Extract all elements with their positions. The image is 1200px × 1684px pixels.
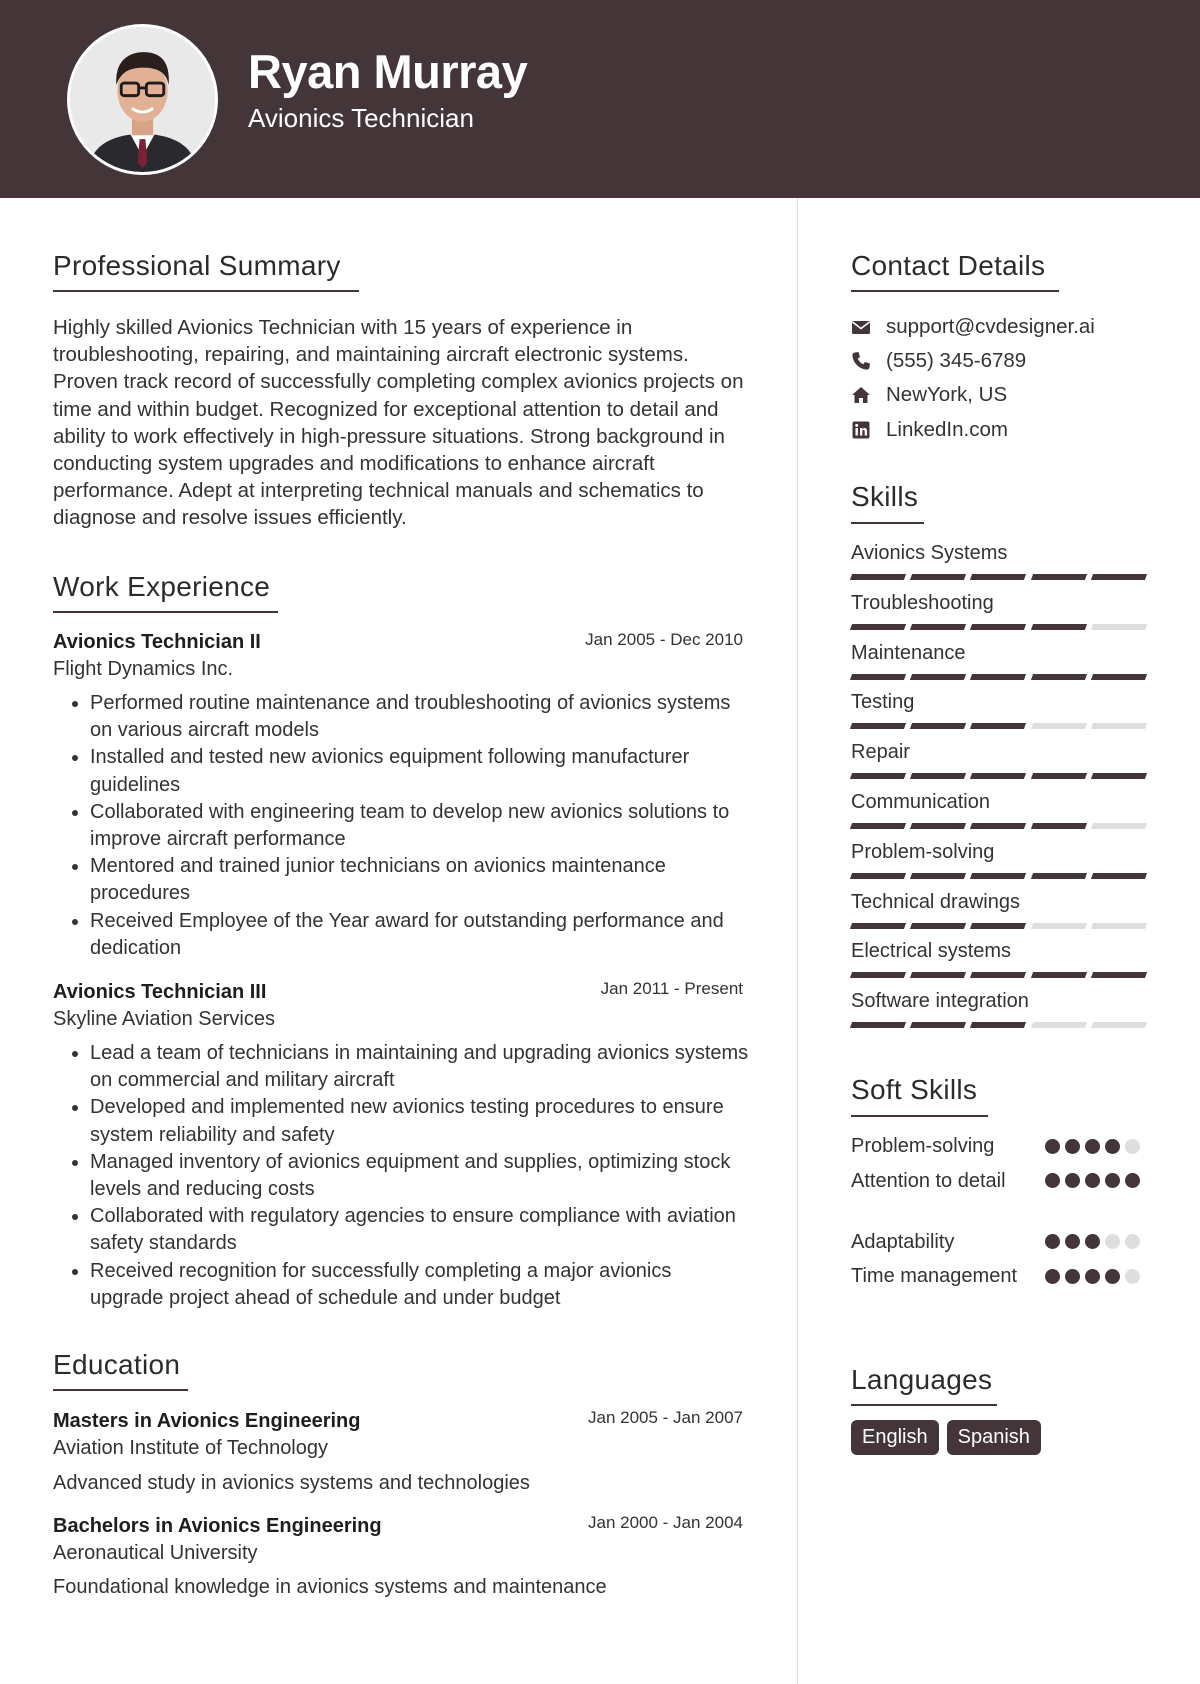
skill-level-segment (970, 574, 1026, 580)
skill-level-segment (1091, 1022, 1147, 1028)
job-title: Avionics Technician II (53, 631, 261, 653)
rating-dot (1045, 1139, 1060, 1154)
skill-name: Problem-solving (851, 841, 995, 863)
skill-level-segment (970, 823, 1026, 829)
rating-dot (1085, 1139, 1100, 1154)
job-title: Avionics Technician III (53, 981, 267, 1003)
rating-dot (1105, 1269, 1120, 1284)
skill-level-segment (850, 574, 906, 580)
skill-level-segment (1031, 624, 1087, 630)
candidate-name: Ryan Murray (248, 45, 528, 98)
job-bullet: • Performed routine maintenance and troubleshooting of avionics systems on various aircraft models (90, 690, 750, 744)
edu-degree: Masters in Avionics Engineering (53, 1410, 361, 1432)
skill-name: Technical drawings (851, 891, 1020, 913)
skill-level-segment (910, 923, 966, 929)
skill-level-segment (1091, 624, 1147, 630)
edu-description: Advanced study in avionics systems and technologies (53, 1472, 530, 1494)
job-dates: Jan 2005 - Dec 2010 (585, 630, 743, 649)
job-bullets (90, 1040, 750, 1312)
skill-level-segment (850, 773, 906, 779)
languages-heading-rule (851, 1404, 997, 1406)
home-icon (850, 384, 872, 406)
summary-text: Highly skilled Avionics Technician with 15 years of experience in troubleshooting, repairing, and maintaining aircraft electronic systems. Proven track record of successfully completing complex avionics projects on time and within budget. Recognized for exceptional attention to detail and ability to work effectively in high-pressure situations. Strong background in conducting system upgrades and modifications to enhance aircraft performance. Adept at interpreting technical manuals and schematics to diagnose and resolve issues efficiently. (53, 316, 744, 530)
job-dates: Jan 2011 - Present (600, 979, 743, 998)
rating-dot (1065, 1234, 1080, 1249)
skill-name: Repair (851, 741, 910, 763)
skill-level-bar (851, 873, 1146, 879)
edu-description: Foundational knowledge in avionics systems and maintenance (53, 1576, 607, 1598)
linkedin-icon (850, 419, 872, 441)
contact-heading-rule (851, 290, 1059, 292)
contact-location (850, 382, 1007, 408)
experience-heading: Work Experience (53, 571, 271, 602)
rating-dot (1065, 1173, 1080, 1188)
contact-linkedin-text: LinkedIn.com (886, 418, 1008, 441)
contact-location-text: NewYork, US (886, 383, 1008, 406)
experience-heading-rule (53, 611, 278, 613)
profile-photo (67, 24, 218, 175)
language-chip: Spanish (947, 1420, 1041, 1455)
skill-level-segment (1031, 574, 1087, 580)
skill-level-segment (910, 723, 966, 729)
edu-dates: Jan 2005 - Jan 2007 (587, 1408, 743, 1427)
skill-level-segment (970, 972, 1026, 978)
soft-skill-name: Adaptability (851, 1231, 955, 1253)
skill-name: Communication (851, 791, 990, 813)
soft-skills-heading: Soft Skills (851, 1074, 978, 1105)
job-bullet: • Received recognition for successfully completing a major avionics upgrade project ahead of schedule and under budget (90, 1258, 750, 1312)
soft-skill-name: Time management (851, 1265, 1017, 1287)
skill-level-segment (910, 624, 966, 630)
skill-name: Software integration (851, 990, 1029, 1012)
header-banner (0, 0, 1200, 198)
job-bullet: • Collaborated with engineering team to develop new avionics solutions to improve aircraft performance (90, 799, 750, 853)
rating-dot (1105, 1173, 1120, 1188)
skill-level-segment (850, 624, 906, 630)
rating-dot (1125, 1269, 1140, 1284)
skill-level-segment (1031, 923, 1087, 929)
skill-name: Electrical systems (851, 940, 1012, 962)
skill-name: Troubleshooting (851, 592, 994, 614)
contact-email[interactable] (850, 314, 1095, 340)
skill-name: Maintenance (851, 642, 966, 664)
job-bullet: • Developed and implemented new avionics testing procedures to ensure system reliability and safety (90, 1094, 750, 1148)
contact-phone-text: (555) 345-6789 (886, 349, 1027, 372)
skills-heading-rule (851, 522, 924, 524)
skill-level-segment (970, 723, 1026, 729)
job-company: Flight Dynamics Inc. (53, 658, 234, 680)
language-chip: English (851, 1420, 939, 1455)
rating-dot (1065, 1139, 1080, 1154)
skill-level-bar (851, 773, 1146, 779)
skill-level-segment (970, 624, 1026, 630)
rating-dot (1085, 1234, 1100, 1249)
skill-level-segment (1091, 723, 1147, 729)
soft-skill-rating (1045, 1234, 1140, 1249)
candidate-role: Avionics Technician (248, 103, 474, 133)
contact-linkedin[interactable] (850, 417, 1008, 443)
job-bullets (90, 690, 750, 962)
skill-level-segment (850, 823, 906, 829)
soft-skills-heading-rule (851, 1115, 988, 1117)
soft-skill-name: Attention to detail (851, 1170, 1006, 1192)
rating-dot (1125, 1139, 1140, 1154)
contact-heading: Contact Details (851, 250, 1046, 281)
skill-level-segment (850, 873, 906, 879)
job-bullet: • Collaborated with regulatory agencies to ensure compliance with aviation safety standards (90, 1203, 750, 1257)
education-heading-rule (53, 1389, 188, 1391)
skill-level-segment (1031, 972, 1087, 978)
skill-level-segment (1031, 823, 1087, 829)
skill-level-segment (1091, 773, 1147, 779)
rating-dot (1105, 1139, 1120, 1154)
column-divider (797, 198, 798, 1684)
skill-level-bar (851, 923, 1146, 929)
skill-level-segment (1031, 723, 1087, 729)
skill-level-segment (910, 1022, 966, 1028)
skill-level-segment (1091, 823, 1147, 829)
skill-level-bar (851, 1022, 1146, 1028)
skill-level-segment (1091, 873, 1147, 879)
skill-level-bar (851, 823, 1146, 829)
edu-dates: Jan 2000 - Jan 2004 (587, 1513, 743, 1532)
skill-level-segment (970, 1022, 1026, 1028)
skill-level-segment (970, 923, 1026, 929)
rating-dot (1085, 1173, 1100, 1188)
skill-level-segment (850, 674, 906, 680)
skill-name: Testing (851, 691, 915, 713)
skill-level-segment (970, 674, 1026, 680)
skills-heading: Skills (851, 481, 919, 512)
job-bullet: • Installed and tested new avionics equipment following manufacturer guidelines (90, 744, 750, 798)
job-company: Skyline Aviation Services (53, 1008, 275, 1030)
skill-level-segment (910, 674, 966, 680)
rating-dot (1045, 1269, 1060, 1284)
skill-level-segment (1031, 1022, 1087, 1028)
phone-icon (850, 350, 872, 372)
skill-level-segment (1091, 574, 1147, 580)
soft-skill-name: Problem-solving (851, 1135, 995, 1157)
skill-level-segment (850, 1022, 906, 1028)
person-portrait-icon (70, 27, 215, 172)
education-heading: Education (53, 1349, 181, 1380)
job-bullet: • Received Employee of the Year award for outstanding performance and dedication (90, 908, 750, 962)
rating-dot (1045, 1234, 1060, 1249)
skill-level-bar (851, 574, 1146, 580)
skill-level-segment (970, 873, 1026, 879)
languages-list (851, 1420, 1041, 1455)
contact-email-text: support@cvdesigner.ai (886, 315, 1095, 338)
skill-level-bar (851, 723, 1146, 729)
edu-school: Aviation Institute of Technology (53, 1437, 328, 1459)
skill-level-segment (850, 723, 906, 729)
skill-level-segment (1091, 923, 1147, 929)
soft-skill-rating (1045, 1269, 1140, 1284)
rating-dot (1045, 1173, 1060, 1188)
skill-level-segment (1031, 674, 1087, 680)
job-bullet: • Lead a team of technicians in maintaining and upgrading avionics systems on commercial and military aircraft (90, 1040, 750, 1094)
job-bullet: • Managed inventory of avionics equipment and supplies, optimizing stock levels and reducing costs (90, 1149, 750, 1203)
skill-level-bar (851, 674, 1146, 680)
skill-name: Avionics Systems (851, 542, 1008, 564)
skill-level-bar (851, 624, 1146, 630)
contact-phone[interactable] (850, 348, 1026, 374)
rating-dot (1065, 1269, 1080, 1284)
edu-school: Aeronautical University (53, 1542, 258, 1564)
skill-level-segment (970, 773, 1026, 779)
job-bullet: • Mentored and trained junior technicians on avionics maintenance procedures (90, 853, 750, 907)
envelope-icon (850, 316, 872, 338)
skill-level-segment (910, 873, 966, 879)
summary-heading: Professional Summary (53, 250, 341, 281)
skill-level-segment (1031, 773, 1087, 779)
languages-heading: Languages (851, 1364, 993, 1395)
skill-level-segment (1091, 674, 1147, 680)
soft-skill-rating (1045, 1173, 1140, 1188)
skill-level-segment (910, 823, 966, 829)
skill-level-segment (1031, 873, 1087, 879)
soft-skill-rating (1045, 1139, 1140, 1154)
skill-level-segment (910, 972, 966, 978)
summary-heading-rule (53, 290, 359, 292)
skill-level-segment (850, 972, 906, 978)
rating-dot (1125, 1234, 1140, 1249)
skill-level-segment (910, 574, 966, 580)
edu-degree: Bachelors in Avionics Engineering (53, 1515, 382, 1537)
skill-level-bar (851, 972, 1146, 978)
rating-dot (1105, 1234, 1120, 1249)
rating-dot (1125, 1173, 1140, 1188)
rating-dot (1085, 1269, 1100, 1284)
skill-level-segment (910, 773, 966, 779)
skill-level-segment (1091, 972, 1147, 978)
skill-level-segment (850, 923, 906, 929)
